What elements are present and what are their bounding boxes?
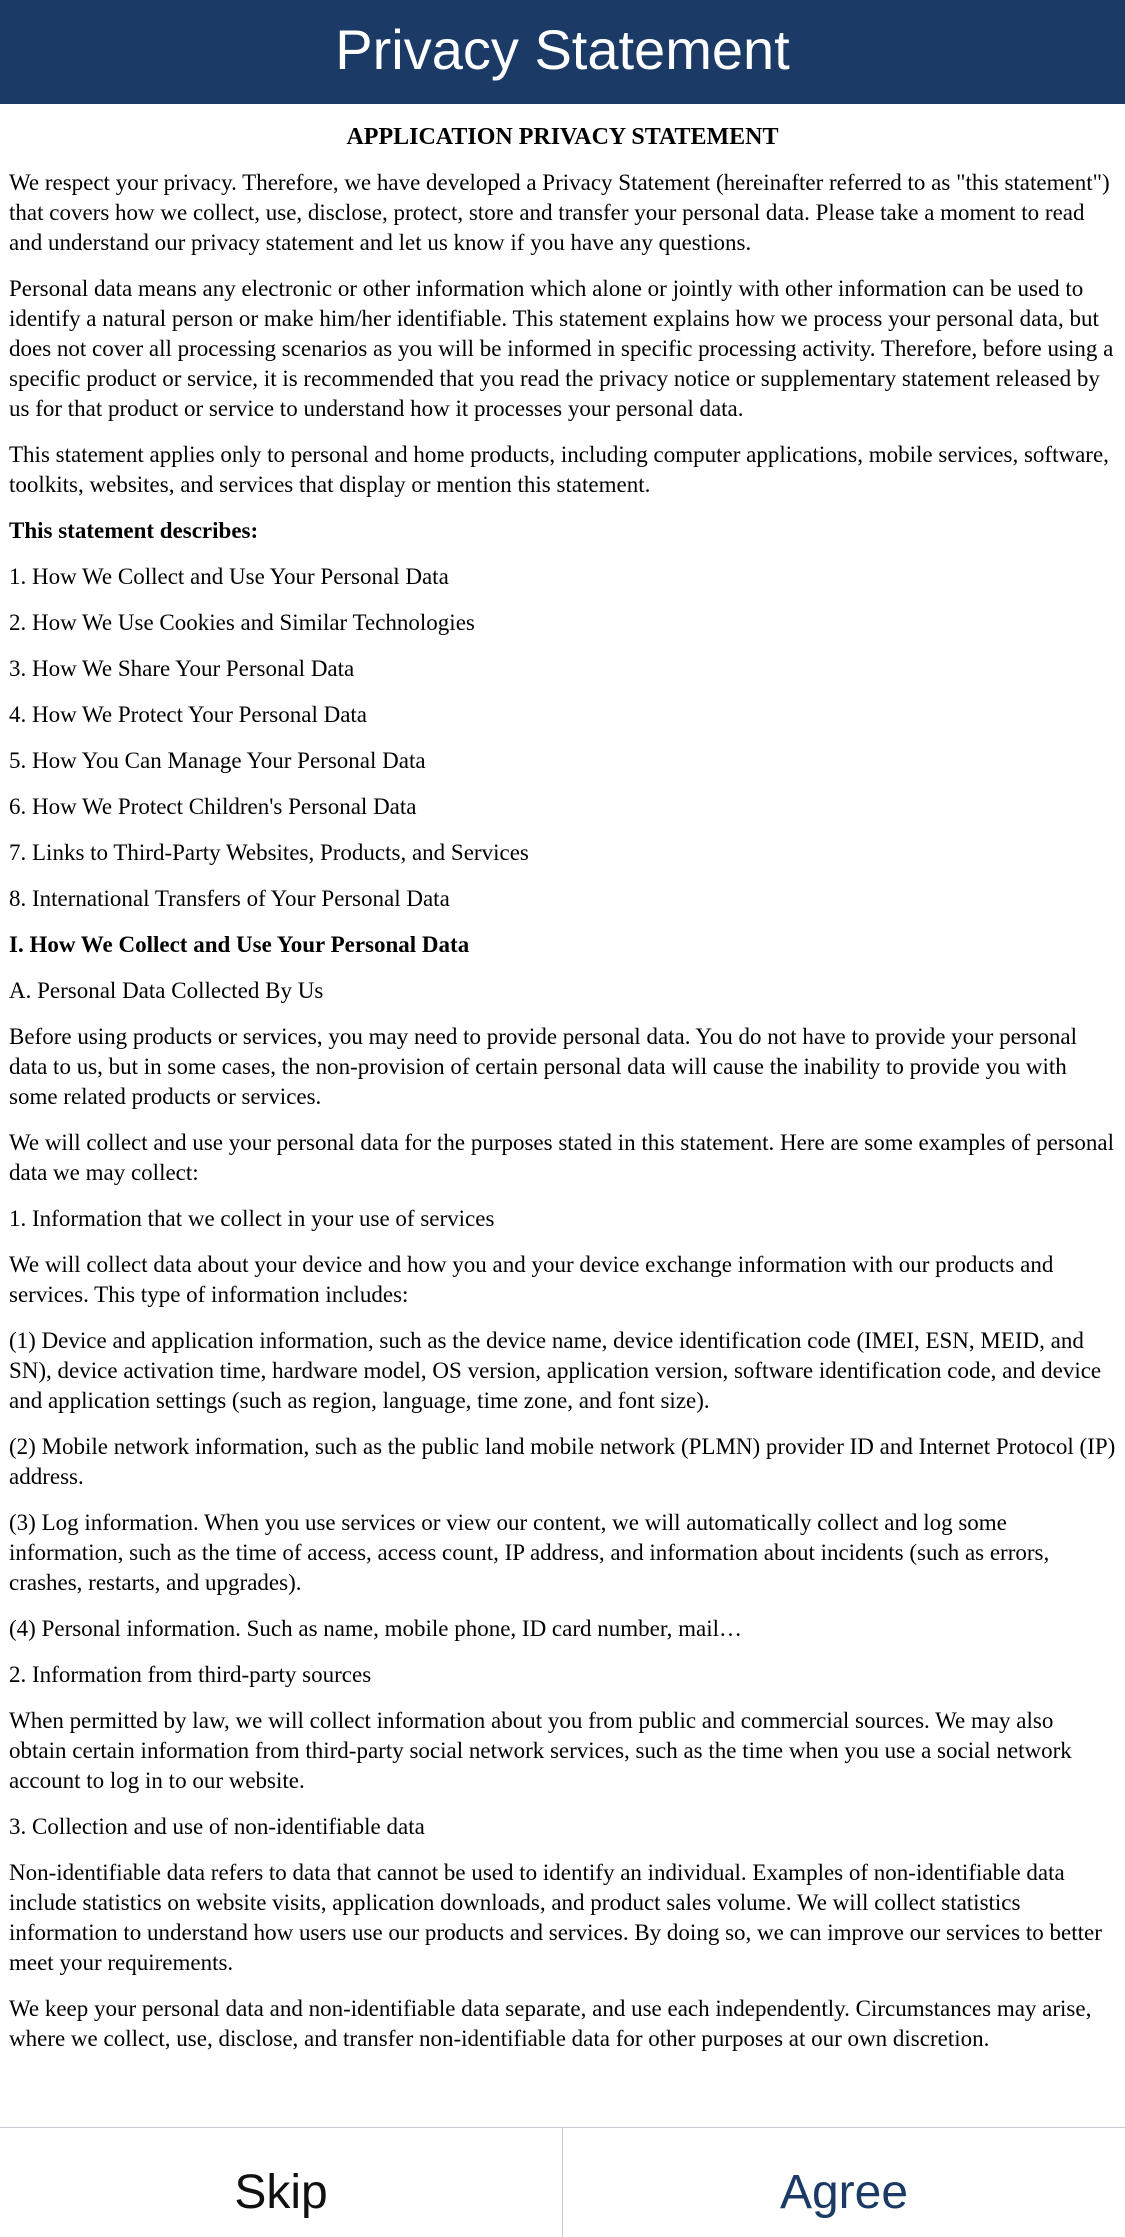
item-3-heading: 3. Collection and use of non-identifiable data	[9, 1814, 425, 1839]
item-1-intro: We will collect data about your device and how you and your device exchange information with our products and services. This type of information includes:	[9, 1252, 1054, 1307]
item-2-text: When permitted by law, we will collect information about you from public and commercial sources. We may also obtain certain information from third-party social network services, such as the time when you use a social network account to log in to our website.	[9, 1708, 1072, 1793]
footer-actions	[0, 2127, 1125, 2237]
agree-button[interactable]: Agree	[779, 2166, 909, 2219]
toc-item: 1. How We Collect and Use Your Personal Data	[9, 564, 449, 589]
privacy-statement-content[interactable]	[9, 118, 1116, 2108]
page-title: Privacy Statement	[335, 18, 790, 81]
toc-item: 6. How We Protect Children's Personal Data	[9, 794, 417, 819]
describes-heading: This statement describes:	[9, 518, 259, 543]
item-1-point: (2) Mobile network information, such as the public land mobile network (PLMN) provider ID and Internet Protocol (IP) address.	[9, 1434, 1116, 1489]
toc-item: 8. International Transfers of Your Personal Data	[9, 886, 450, 911]
item-1-heading: 1. Information that we collect in your use of services	[9, 1206, 495, 1231]
item-1-point: (1) Device and application information, such as the device name, device identification code (IMEI, ESN, MEID, and SN), device activation time, hardware model, OS version, application version, software identification code, and device and application settings (such as region, language, time zone, and font size).	[9, 1328, 1102, 1413]
header-bar	[0, 0, 1125, 104]
item-1-point: (3) Log information. When you use services or view our content, we will automatically collect and log some information, such as the time of access, access count, IP address, and information about incidents (such as errors, crashes, restarts, and upgrades).	[9, 1510, 1050, 1595]
toc-item: 2. How We Use Cookies and Similar Technologies	[9, 610, 475, 635]
subsection-a-heading: A. Personal Data Collected By Us	[9, 978, 324, 1003]
intro-paragraph-1: We respect your privacy. Therefore, we have developed a Privacy Statement (hereinafter referred to as "this statement") that covers how we collect, use, disclose, protect, store and transfer your personal data. Please take a moment to read and understand our privacy statement and let us know if you have any questions.	[9, 170, 1110, 255]
collect-use-paragraph: We will collect and use your personal data for the purposes stated in this statement. Here are some examples of personal data we may collect:	[9, 1130, 1114, 1185]
item-3-text-2: We keep your personal data and non-identifiable data separate, and use each independently. Circumstances may arise, where we collect, use, disclose, and transfer non-identifiable data for other purposes at our own discretion.	[9, 1996, 1092, 2051]
item-2-heading: 2. Information from third-party sources	[9, 1662, 372, 1687]
item-3-text: Non-identifiable data refers to data that cannot be used to identify an individual. Examples of non-identifiable data include statistics on website visits, application downloads, and product sales volume. We will collect statistics information to understand how users use our products and services. By doing so, we can improve our services to better meet your requirements.	[9, 1860, 1102, 1975]
section-1-heading: I. How We Collect and Use Your Personal Data	[9, 932, 470, 957]
item-1-point: (4) Personal information. Such as name, mobile phone, ID card number, mail…	[9, 1616, 742, 1641]
before-using-paragraph: Before using products or services, you may need to provide personal data. You do not have to provide your personal data to us, but in some cases, the non-provision of certain personal data will cause the inability to provide you with some related products or services.	[9, 1024, 1077, 1109]
skip-button[interactable]: Skip	[0, 2128, 563, 2237]
document-title: APPLICATION PRIVACY STATEMENT	[346, 124, 779, 150]
intro-paragraph-3: This statement applies only to personal and home products, including computer applications, mobile services, software, toolkits, websites, and services that display or mention this statement.	[9, 442, 1109, 497]
toc-item: 3. How We Share Your Personal Data	[9, 656, 355, 681]
toc-item: 5. How You Can Manage Your Personal Data	[9, 748, 426, 773]
toc-item: 4. How We Protect Your Personal Data	[9, 702, 368, 727]
intro-paragraph-2: Personal data means any electronic or other information which alone or jointly with other information can be used to identify a natural person or make him/her identifiable. This statement explains how we process your personal data, but does not cover all processing scenarios as you will be informed in specific processing activity. Therefore, before using a specific product or service, it is recommended that you read the privacy notice or supplementary statement released by us for that product or service to understand how it processes your personal data.	[9, 276, 1114, 421]
toc-item: 7. Links to Third-Party Websites, Products, and Services	[9, 840, 529, 865]
